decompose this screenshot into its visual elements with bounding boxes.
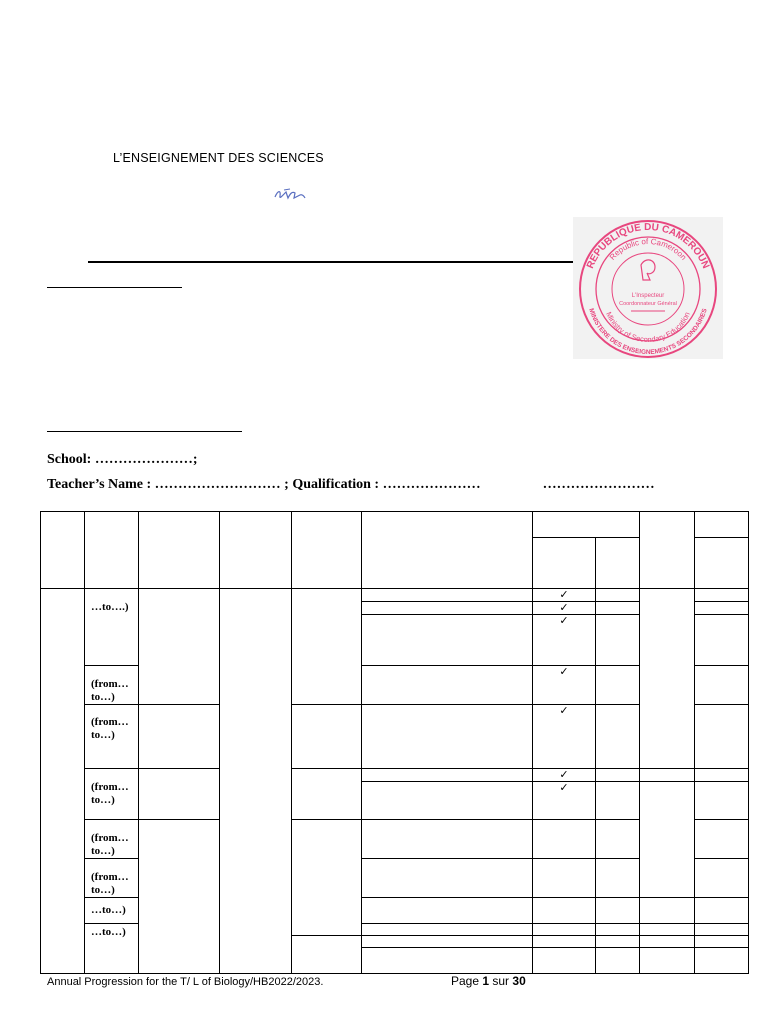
svg-text:Republic of Cameroon <box>608 237 688 262</box>
table-cell <box>362 859 533 898</box>
header-cell <box>362 512 533 589</box>
table-cell <box>533 820 596 859</box>
table-cell <box>596 589 640 602</box>
table-cell <box>139 589 220 705</box>
table-cell <box>596 924 640 936</box>
table-cell <box>596 782 640 820</box>
table-cell <box>362 769 533 782</box>
header-cell <box>695 538 749 589</box>
table-cell <box>533 948 596 974</box>
check-mark: ✓ <box>533 769 596 782</box>
table-cell <box>362 666 533 705</box>
table-cell <box>362 615 533 666</box>
table-cell <box>220 589 292 974</box>
check-mark: ✓ <box>533 615 596 666</box>
table-cell <box>640 769 695 782</box>
table-cell <box>596 898 640 924</box>
header-title: L’ENSEIGNEMENT DES SCIENCES <box>113 151 324 165</box>
table-cell <box>695 705 749 769</box>
table-cell <box>640 782 695 898</box>
table-cell <box>695 820 749 859</box>
table-cell <box>695 859 749 898</box>
stamp-center-1: L'Inspecteur <box>631 293 665 299</box>
table-cell <box>695 948 749 974</box>
week-label: …to….) <box>85 589 139 666</box>
table-cell <box>362 898 533 924</box>
table-cell <box>695 666 749 705</box>
check-mark: ✓ <box>533 705 596 769</box>
header-cell <box>533 538 596 589</box>
table-cell <box>533 898 596 924</box>
table-cell <box>139 705 220 769</box>
footer-text: Annual Progression for the T/ L of Biology/HB2022/2023. <box>47 976 324 988</box>
table-cell <box>596 936 640 948</box>
week-label: (from… to…) <box>85 859 139 898</box>
table-cell <box>292 589 362 705</box>
table-cell <box>139 820 220 974</box>
signature-line <box>47 431 242 432</box>
table-cell <box>695 936 749 948</box>
header-cell <box>139 512 220 589</box>
table-cell <box>640 948 695 974</box>
week-label: …to…) <box>85 898 139 924</box>
table-cell <box>362 589 533 602</box>
table-cell <box>695 769 749 782</box>
table-header-row <box>41 512 749 538</box>
page-indicator <box>451 974 526 988</box>
header-cell <box>220 512 292 589</box>
signature-scribble <box>272 186 312 204</box>
header-cell <box>596 538 640 589</box>
table-cell <box>362 602 533 615</box>
table-cell <box>695 898 749 924</box>
check-mark: ✓ <box>533 666 596 705</box>
table-cell <box>596 859 640 898</box>
svg-text:Ministry of Secondary Educatio <box>604 310 692 344</box>
header-cell <box>695 512 749 538</box>
table-cell <box>695 924 749 936</box>
table-cell <box>695 602 749 615</box>
table-cell <box>640 924 695 936</box>
check-mark: ✓ <box>533 782 596 820</box>
check-mark: ✓ <box>533 602 596 615</box>
official-stamp <box>573 217 723 359</box>
table-cell <box>640 936 695 948</box>
table-cell <box>292 769 362 820</box>
teacher-name-field: Teacher’s Name : ……………………… ; Qualification : ………………… <box>47 477 481 492</box>
teacher-qualification-line <box>47 477 655 493</box>
table-row <box>41 769 749 782</box>
header-cell <box>41 512 85 589</box>
table-cell <box>596 820 640 859</box>
week-label: (from… to…) <box>85 705 139 769</box>
table-cell <box>695 615 749 666</box>
table-cell <box>596 602 640 615</box>
table-cell <box>533 859 596 898</box>
table-cell <box>292 820 362 936</box>
week-label: (from… to…) <box>85 820 139 859</box>
table-cell <box>362 820 533 859</box>
page-mid: sur <box>489 974 513 988</box>
table-cell <box>362 782 533 820</box>
stamp-ring-inner: Republic of Cameroon <box>607 236 689 262</box>
table-cell <box>362 924 533 936</box>
table-cell <box>596 615 640 666</box>
header-cell <box>640 512 695 589</box>
stamp-ring-top: REPUBLIQUE DU CAMEROUN <box>584 222 712 271</box>
table-cell <box>695 589 749 602</box>
table-row <box>41 589 749 602</box>
progression-table <box>40 511 749 974</box>
week-label: (from… to…) <box>85 769 139 820</box>
table-cell <box>292 936 362 974</box>
week-label: …to…) <box>85 924 139 974</box>
table-cell <box>596 769 640 782</box>
signature-line <box>47 287 182 288</box>
school-field: School: …………………; <box>47 452 198 467</box>
page-total: 30 <box>512 974 526 988</box>
table-cell <box>41 589 85 974</box>
table-cell <box>139 769 220 820</box>
page-prefix: Page <box>451 974 483 988</box>
table-cell <box>596 948 640 974</box>
table-cell <box>533 924 596 936</box>
table-cell <box>596 705 640 769</box>
table-cell <box>292 705 362 769</box>
header-cell <box>292 512 362 589</box>
table-cell <box>362 705 533 769</box>
table-cell <box>640 898 695 924</box>
table-cell <box>362 948 533 974</box>
table-cell <box>533 936 596 948</box>
trailing-dots: …………………… <box>542 477 655 492</box>
week-label: (from… to…) <box>85 666 139 705</box>
table-cell <box>640 589 695 769</box>
stamp-center-2: Coordonnateur Général <box>619 301 677 307</box>
check-mark: ✓ <box>533 589 596 602</box>
table-cell <box>695 782 749 820</box>
svg-text:REPUBLIQUE DU CAMEROUN <box>585 222 711 270</box>
table-cell <box>596 666 640 705</box>
header-cell <box>533 512 640 538</box>
header-cell <box>85 512 139 589</box>
stamp-ring-bottom: MINISTERE DES ENSEIGNEMENTS SECONDAIRES <box>587 307 709 357</box>
page-number: 1 <box>482 974 490 988</box>
table-cell <box>362 936 533 948</box>
stamp-ring-bottom-inner: Ministry of Secondary Education <box>604 310 692 345</box>
